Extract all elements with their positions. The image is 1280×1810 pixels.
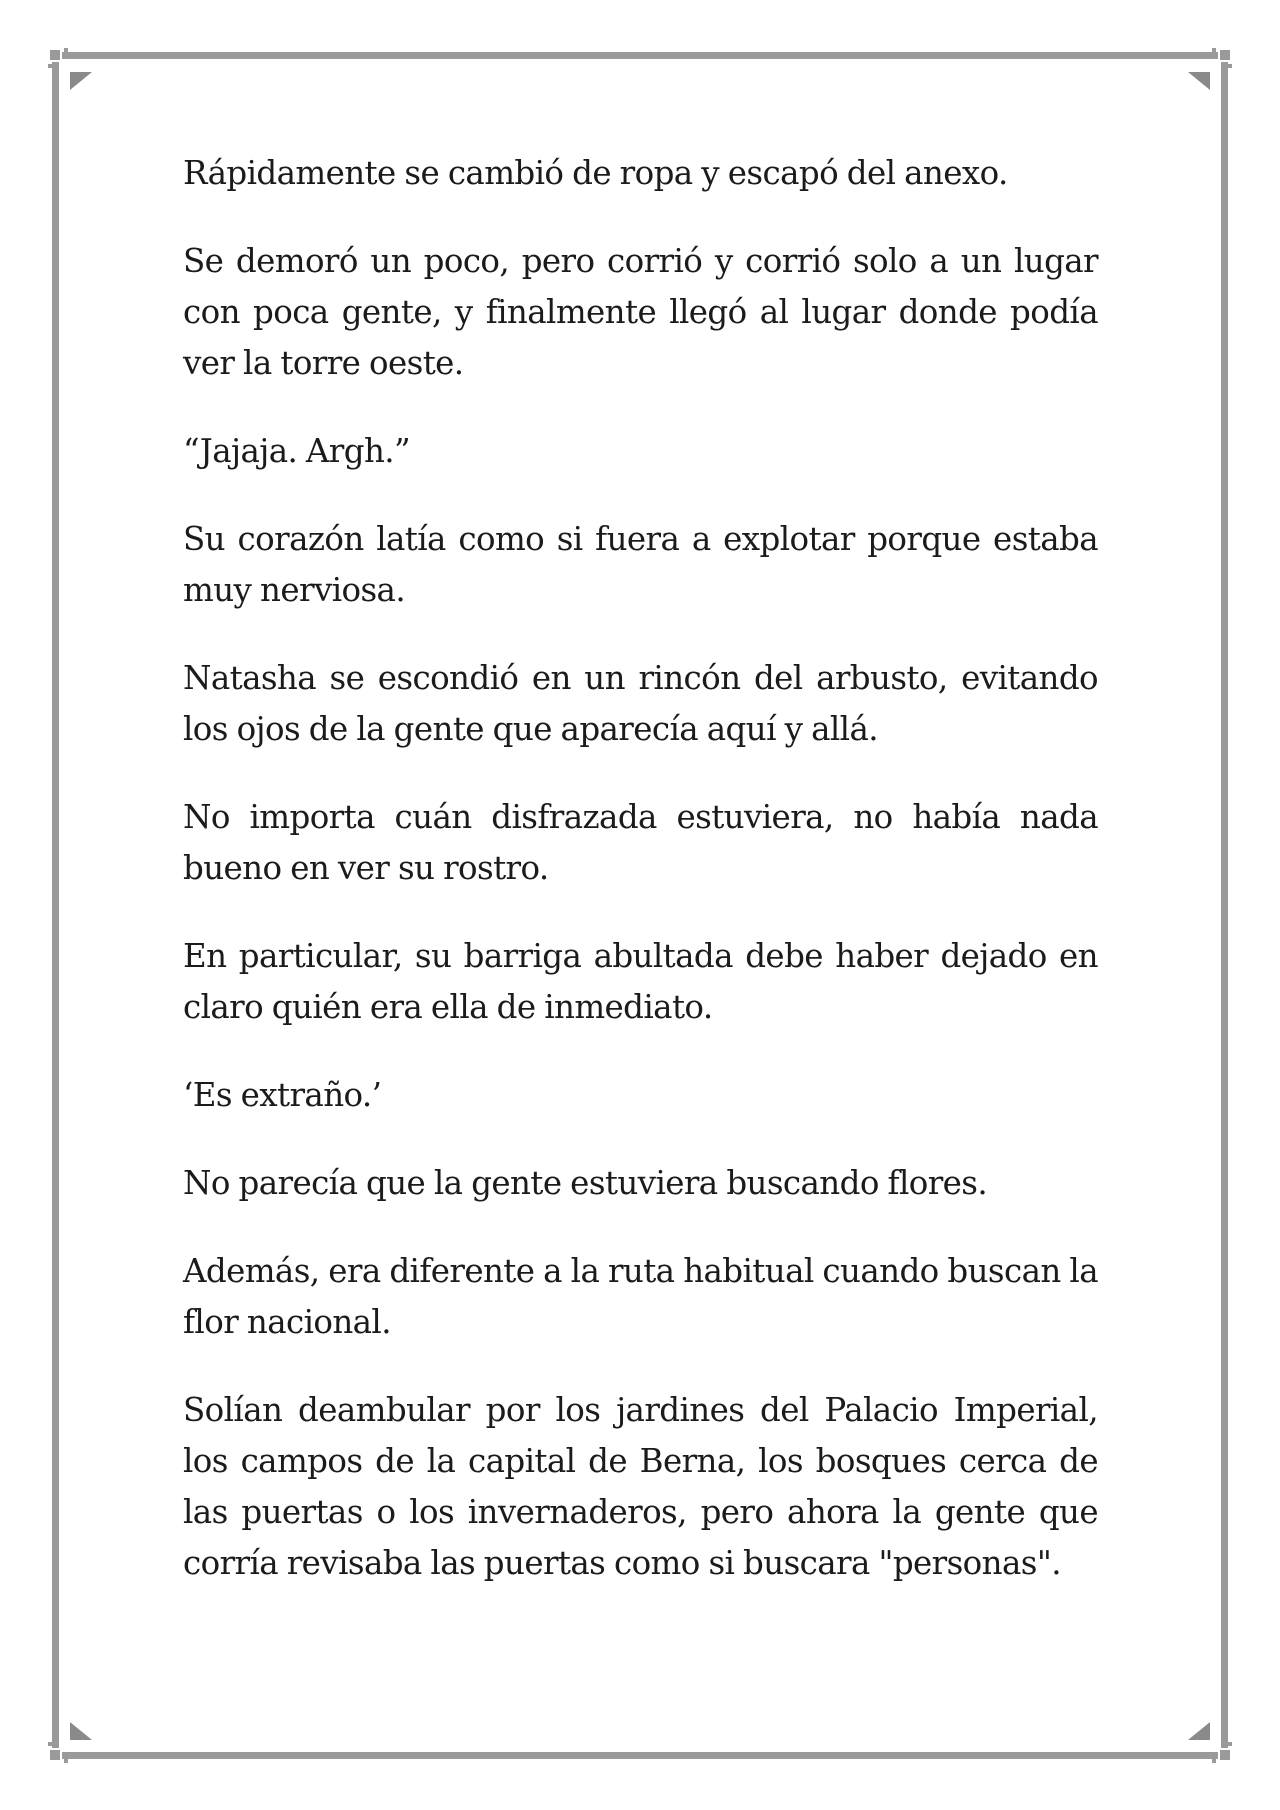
paragraph: Rápidamente se cambió de ropa y escapó del anexo. <box>183 154 1008 192</box>
corner-triangle-icon <box>70 1722 92 1740</box>
corner-triangle-icon <box>1188 72 1210 90</box>
paragraph: Se demoró un poco, pero corrió y corrió solo a un lugar con poca gente, y finalmente llegó al lugar donde podía ver la torre oeste. <box>183 242 1098 382</box>
paragraph: No importa cuán disfrazada estuviera, no había nada bueno en ver su rostro. <box>183 798 1098 887</box>
corner-triangle-icon <box>70 72 92 90</box>
paragraph: Su corazón latía como si fuera a explotar porque estaba muy nerviosa. <box>183 520 1098 609</box>
paragraph: No parecía que la gente estuviera buscando flores. <box>183 1164 988 1202</box>
paragraph: Natasha se escondió en un rincón del arbusto, evitando los ojos de la gente que aparecía aquí y allá. <box>183 659 1098 748</box>
paragraph: ‘Es extraño.’ <box>183 1076 382 1114</box>
paragraph: En particular, su barriga abultada debe haber dejado en claro quién era ella de inmediato. <box>183 937 1098 1026</box>
page-text <box>183 148 1098 1626</box>
paragraph: Además, era diferente a la ruta habitual cuando buscan la flor nacional. <box>183 1252 1098 1341</box>
paragraph: “Jajaja. Argh.” <box>183 432 411 470</box>
paragraph: Solían deambular por los jardines del Palacio Imperial, los campos de la capital de Berna, los bosques cerca de las puertas o los invernaderos, pero ahora la gente que corría revisaba las puertas como si buscara "personas". <box>183 1391 1098 1582</box>
corner-triangle-icon <box>1188 1722 1210 1740</box>
